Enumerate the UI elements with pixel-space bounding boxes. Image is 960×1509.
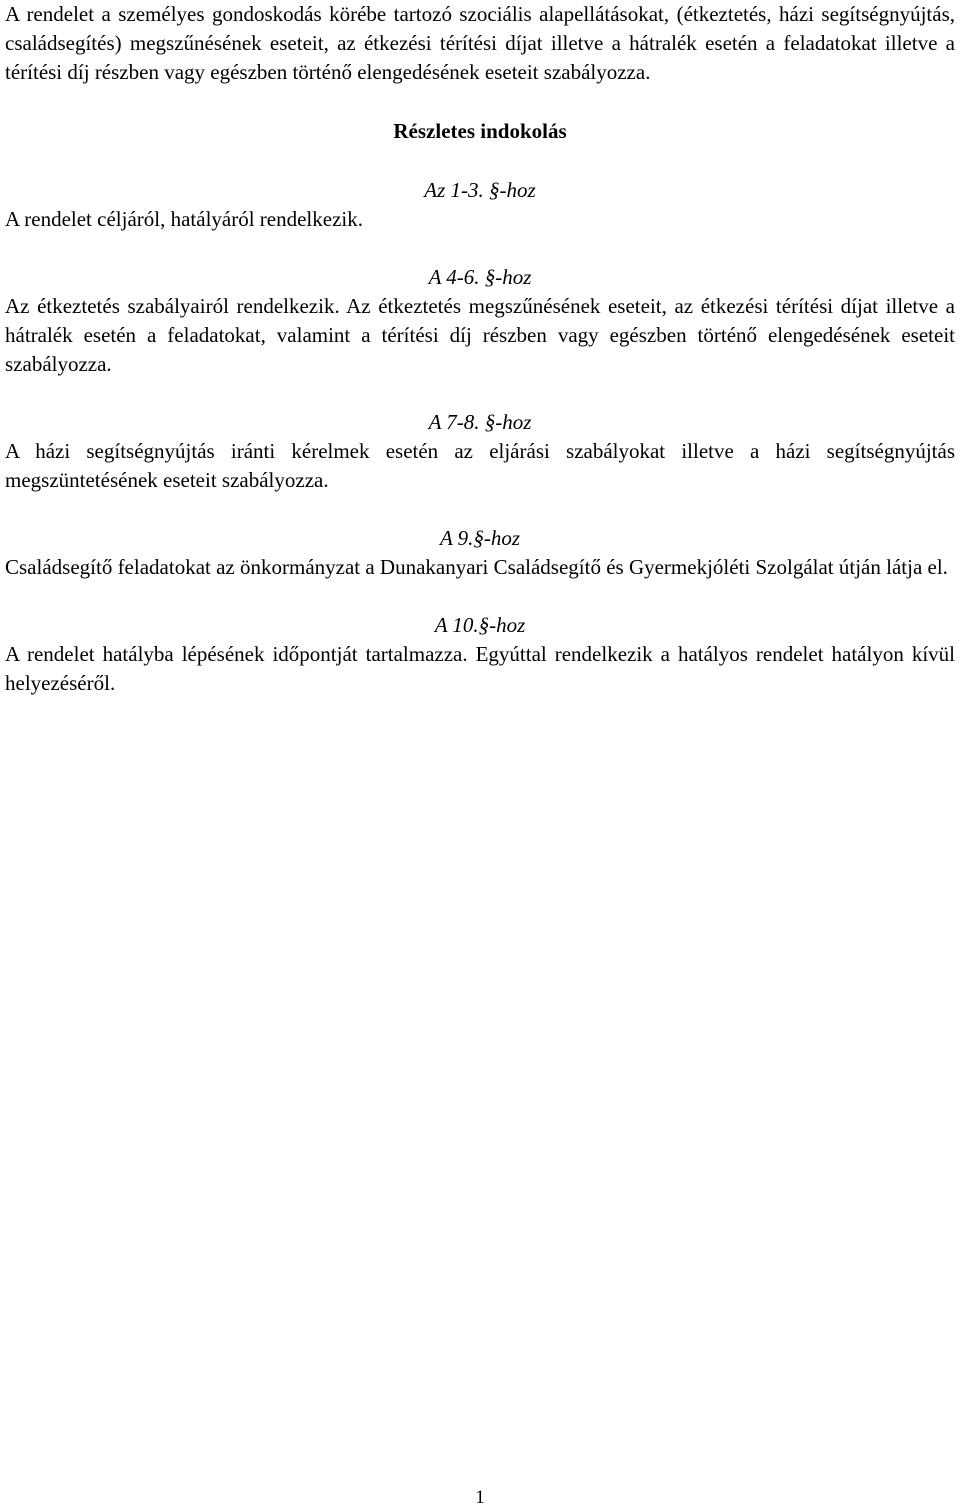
section-head-10: A 10.§-hoz <box>434 613 526 637</box>
document-page <box>5 0 955 698</box>
intro-paragraph: A rendelet a személyes gondoskodás körébe tartozó szociális alapellátásokat, (étkeztetés, házi segítségnyújtás, családsegítés) megszűnésének eseteit, az étkezési térítési díjat illetve a hátralék esetén a feladatokat illetve a térítési díj részben vagy egészben történő elengedésének eseteit szabályozza. <box>5 2 955 84</box>
document-title-text: Részletes indokolás <box>393 119 567 143</box>
section-body-9: Családsegítő feladatokat az önkormányzat a Dunakanyari Családsegítő és Gyermekjóléti Szolgálat útján látja el. <box>5 555 948 579</box>
section-head-4-6: A 4-6. §-hoz <box>428 265 532 289</box>
section-head-1-3: Az 1-3. §-hoz <box>424 178 536 202</box>
section-body-4-6: Az étkeztetés szabályairól rendelkezik. Az étkeztetés megszűnésének eseteit, az étkezési térítési díjat illetve a hátralék esetén a feladatokat, valamint a térítési díj részben vagy egészben történő elengedésének eseteit szabályozza. <box>5 294 955 376</box>
section-body-10: A rendelet hatályba lépésének időpontját tartalmazza. Egyúttal rendelkezik a hatályos rendelet hatályon kívül helyezéséről. <box>5 642 955 695</box>
section-head-9: A 9.§-hoz <box>439 526 521 550</box>
section-body-1-3: A rendelet céljáról, hatályáról rendelkezik. <box>5 207 363 231</box>
section-body-7-8: A házi segítségnyújtás iránti kérelmek esetén az eljárási szabályokat illetve a házi segítségnyújtás megszüntetésének eseteit szabályozza. <box>5 439 955 492</box>
document-title <box>0 117 960 146</box>
page-number: 1 <box>475 1487 485 1508</box>
section-head-7-8: A 7-8. §-hoz <box>428 410 532 434</box>
